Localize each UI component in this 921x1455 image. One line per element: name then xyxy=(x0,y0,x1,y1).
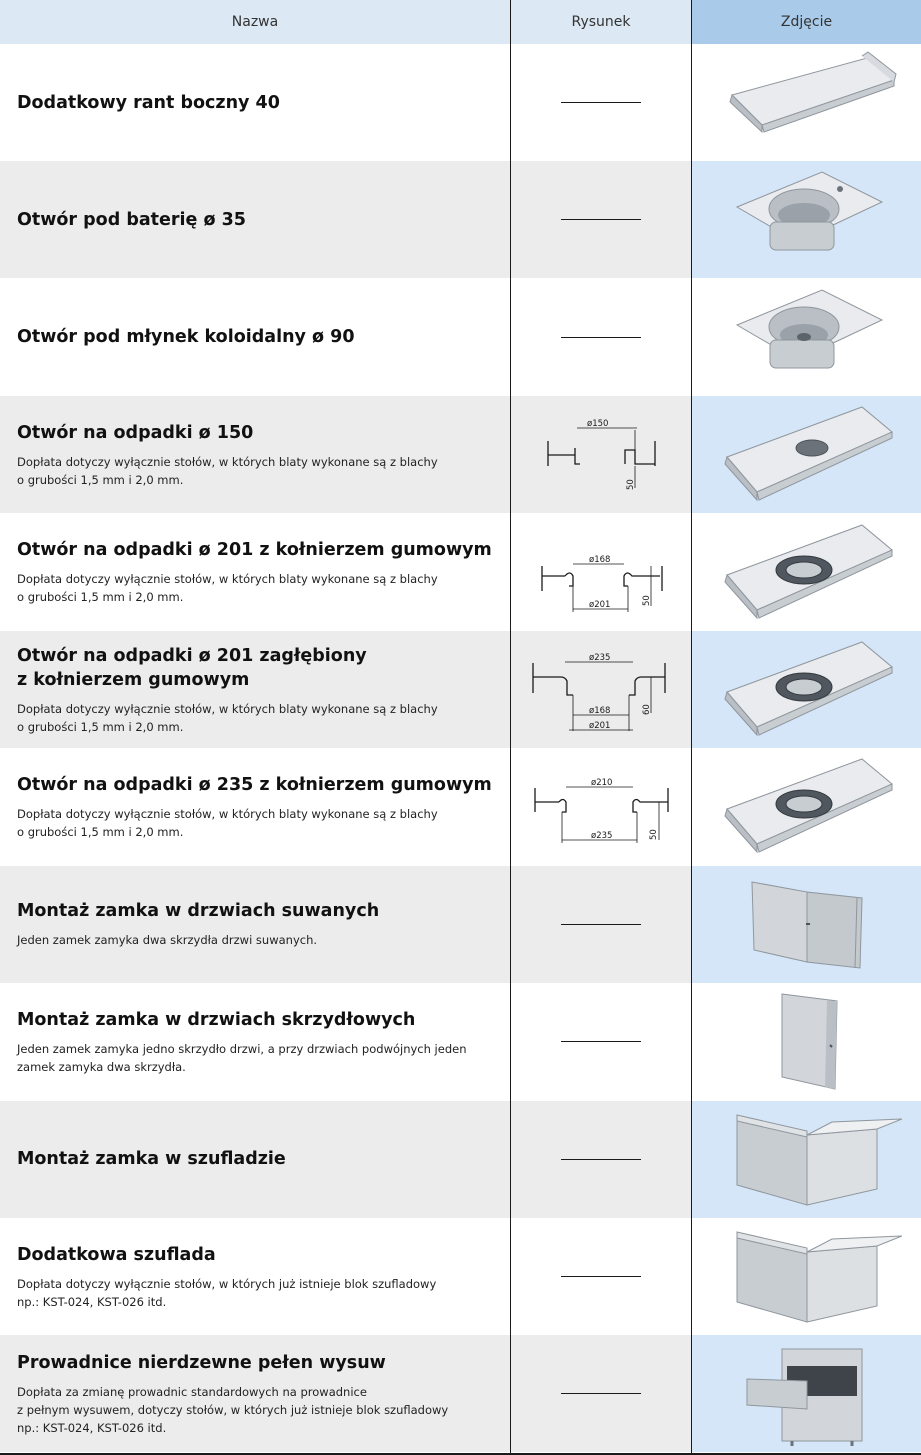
option-title: Montaż zamka w drzwiach skrzydłowych xyxy=(17,1009,416,1030)
table-row xyxy=(0,1218,921,1335)
product-photo-sliding-doors xyxy=(712,872,902,977)
option-title: Prowadnice nierdzewne pełen wysuw xyxy=(17,1352,386,1373)
drawing-label-d2: ø235 xyxy=(591,831,613,842)
product-photo-tabletop-rubber-ring xyxy=(712,520,902,625)
option-note: Dopłata dotyczy wyłącznie stołów, w których blaty wykonane są z blachy o grubości 1,5 mm i 2,0 mm. xyxy=(17,806,438,839)
table-row xyxy=(0,1335,921,1452)
name-cell xyxy=(17,983,497,1100)
drawing-label-d1: ø150 xyxy=(587,419,609,430)
no-drawing-dash xyxy=(561,1041,641,1042)
no-drawing-dash xyxy=(561,102,641,103)
column-divider xyxy=(510,0,511,1455)
drawing-label-h: 50 xyxy=(642,594,652,606)
header-photo: Zdjęcie xyxy=(692,0,921,45)
product-photo-tabletop-hole xyxy=(712,402,902,507)
name-cell xyxy=(17,631,497,748)
product-photo-drawer xyxy=(712,1224,902,1329)
no-drawing-dash xyxy=(561,1393,641,1394)
column-divider xyxy=(691,0,692,1455)
header-name: Nazwa xyxy=(0,0,510,45)
option-title: Dodatkowy rant boczny 40 xyxy=(17,92,280,113)
option-title: Otwór pod młynek koloidalny ø 90 xyxy=(17,327,355,348)
option-note: Dopłata dotyczy wyłącznie stołów, w których blaty wykonane są z blachy o grubości 1,5 mm i 2,0 mm. xyxy=(17,454,438,487)
drawing-label-d2: ø201 xyxy=(589,721,611,731)
name-cell xyxy=(17,396,497,513)
option-title: Montaż zamka w szufladzie xyxy=(17,1149,286,1170)
product-photo-hinged-door xyxy=(712,989,902,1094)
drawing-label-d2: ø201 xyxy=(589,599,611,610)
no-drawing-dash xyxy=(561,219,641,220)
table-row xyxy=(0,44,921,161)
name-cell xyxy=(17,279,497,396)
table-row xyxy=(0,748,921,865)
option-note: Dopłata dotyczy wyłącznie stołów, w których już istnieje blok szufladowy np.: KST-024, KST-026 itd. xyxy=(17,1276,437,1309)
name-cell xyxy=(17,866,497,983)
option-title: Otwór na odpadki ø 150 xyxy=(17,422,254,443)
name-cell xyxy=(17,1101,497,1218)
table-row xyxy=(0,866,921,983)
drawing-label-d1: ø168 xyxy=(589,706,611,716)
product-photo-drawer xyxy=(712,1107,902,1212)
drawing-label-h: 50 xyxy=(626,479,636,491)
option-note: Dopłata dotyczy wyłącznie stołów, w których blaty wykonane są z blachy o grubości 1,5 mm i 2,0 mm. xyxy=(17,572,438,605)
product-photo-tabletop-edge xyxy=(712,50,902,155)
product-photo-sink-with-grinder-hole xyxy=(712,285,902,390)
table-row xyxy=(0,983,921,1100)
no-drawing-dash xyxy=(561,337,641,338)
no-drawing-dash xyxy=(561,924,641,925)
drawing-hole-150 xyxy=(525,408,675,503)
option-title: Otwór pod baterię ø 35 xyxy=(17,209,246,230)
name-cell xyxy=(17,44,497,161)
no-drawing-dash xyxy=(561,1159,641,1160)
product-photo-tabletop-rubber-ring xyxy=(712,754,902,859)
name-cell xyxy=(17,514,497,631)
table-row xyxy=(0,631,921,748)
option-note: Dopłata za zmianę prowadnic standardowych na prowadnice z pełnym wysuwem, dotyczy stołów, w których już istnieje blok szufladowy np.: KST-024, KST-026 itd. xyxy=(17,1384,449,1435)
drawing-hole-201-recessed xyxy=(525,643,675,738)
option-title: Otwór na odpadki ø 201 z kołnierzem gumowym xyxy=(17,540,492,561)
name-cell xyxy=(17,1218,497,1335)
table-row xyxy=(0,161,921,278)
drawing-label-h: 60 xyxy=(642,704,652,715)
header-drawing: Rysunek xyxy=(511,0,691,45)
drawing-hole-201 xyxy=(525,526,675,621)
option-note: Dopłata dotyczy wyłącznie stołów, w których blaty wykonane są z blachy o grubości 1,5 mm i 2,0 mm. xyxy=(17,701,438,734)
drawing-label-d1: ø168 xyxy=(589,554,611,565)
table-row xyxy=(0,1101,921,1218)
no-drawing-dash xyxy=(561,1276,641,1277)
option-title: Otwór na odpadki ø 201 zagłębiony z kołnierzem gumowym xyxy=(17,645,367,690)
drawing-label-h: 50 xyxy=(649,829,659,841)
table-row xyxy=(0,514,921,631)
drawing-label-d0: ø235 xyxy=(589,653,611,663)
option-note: Jeden zamek zamyka dwa skrzydła drzwi suwanych. xyxy=(17,933,318,948)
name-cell xyxy=(17,161,497,278)
option-title: Otwór na odpadki ø 235 z kołnierzem gumowym xyxy=(17,774,492,795)
option-note: Jeden zamek zamyka jedno skrzydło drzwi, a przy drzwiach podwójnych jeden zamek zamyka dwa skrzydła. xyxy=(17,1041,467,1074)
product-photo-sink-with-tap-hole xyxy=(712,167,902,272)
table-row xyxy=(0,279,921,396)
name-cell xyxy=(17,1335,497,1452)
option-title: Dodatkowa szuflada xyxy=(17,1244,216,1265)
drawing-hole-235 xyxy=(525,760,675,855)
option-title: Montaż zamka w drzwiach suwanych xyxy=(17,901,380,922)
product-photo-cabinet-drawer xyxy=(712,1341,902,1446)
name-cell xyxy=(17,748,497,865)
drawing-label-d1: ø210 xyxy=(591,778,613,789)
table-row xyxy=(0,396,921,513)
product-photo-tabletop-rubber-ring xyxy=(712,637,902,742)
